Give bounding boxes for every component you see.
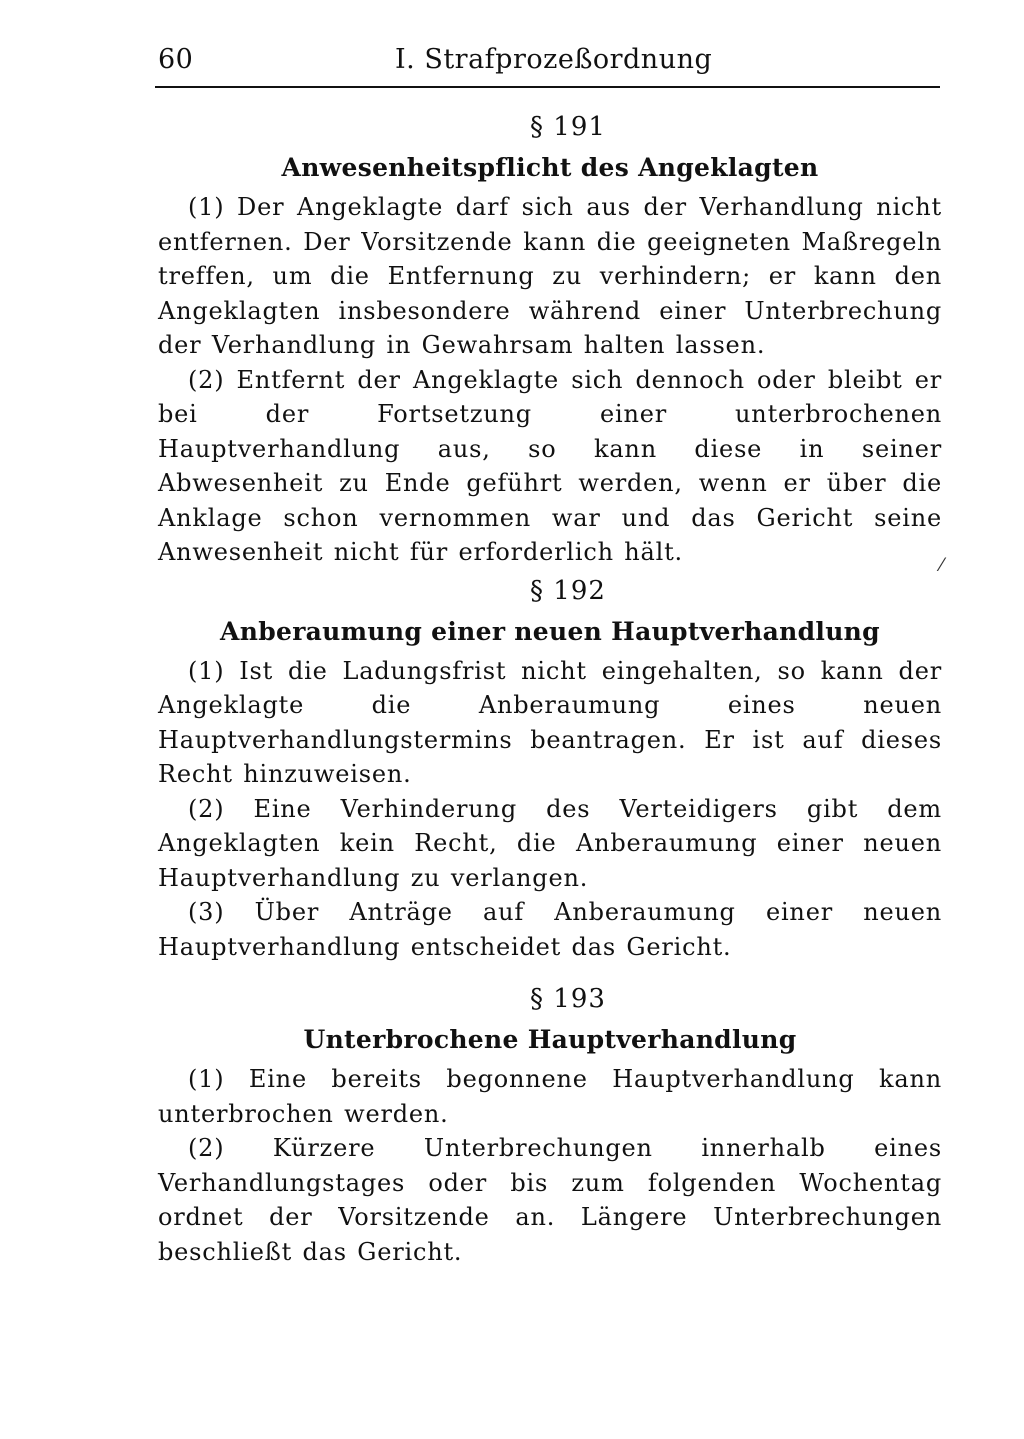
section-title: Unterbrochene Hauptverhandlung (303, 1025, 797, 1054)
section-number: § 192 (530, 575, 606, 606)
paragraph: (2) Entfernt der Angeklagte sich dennoch oder bleibt er bei der Fortsetzung einer unterbrochenen Hauptverhandlung aus, so kann diese in seiner Abwesenheit zu Ende geführt werden, wenn er über die Anklage schon vernommen war und das Gericht seine Anwesenheit nicht für erforderlich hält. (158, 365, 942, 566)
section-title: Anberaumung einer neuen Hauptverhandlung (220, 616, 880, 646)
section-193 (158, 982, 942, 1269)
section-191 (158, 110, 942, 570)
paragraph: (3) Über Anträge auf Anberaumung einer neuen Hauptverhandlung entscheidet das Gericht. (158, 898, 942, 961)
page-number: 60 (158, 44, 194, 75)
section-number: § 193 (530, 984, 606, 1014)
paragraph: (1) Eine bereits begonnene Hauptverhandlung kann unterbrochen werden. (158, 1065, 942, 1128)
running-title: I. Strafprozeßordnung (395, 44, 713, 75)
body-text (158, 110, 942, 1269)
paragraph: (1) Der Angeklagte darf sich aus der Verhandlung nicht entfernen. Der Vorsitzende kann die geeigneten Maßregeln treffen, um die Entfernung zu verhindern; er kann den Angeklagten insbesondere während einer Unterbrechung der Verhandlung in Gewahrsam halten lassen. (158, 193, 942, 359)
section-192 (158, 574, 942, 965)
paragraph: (1) Ist die Ladungsfrist nicht eingehalten, so kann der Angeklagte die Anberaumung eines neuen Hauptverhandlungstermins beantragen. Er ist auf dieses Recht hinzuweisen. (158, 656, 942, 788)
section-title: Anwesenheitspflicht des Angeklagten (281, 153, 819, 182)
section-number: § 191 (530, 112, 606, 142)
header-rule (155, 86, 940, 88)
paragraph: (2) Eine Verhinderung des Verteidigers gibt dem Angeklagten kein Recht, die Anberaumung einer neuen Hauptverhandlung zu verlangen. (158, 794, 942, 892)
margin-mark: ⁄ (940, 555, 944, 576)
paragraph: (2) Kürzere Unterbrechungen innerhalb eines Verhandlungstages oder bis zum folgenden Wochentag ordnet der Vorsitzende an. Längere Unterbrechungen beschließt das Gericht. (158, 1134, 942, 1266)
page-header (155, 44, 940, 88)
